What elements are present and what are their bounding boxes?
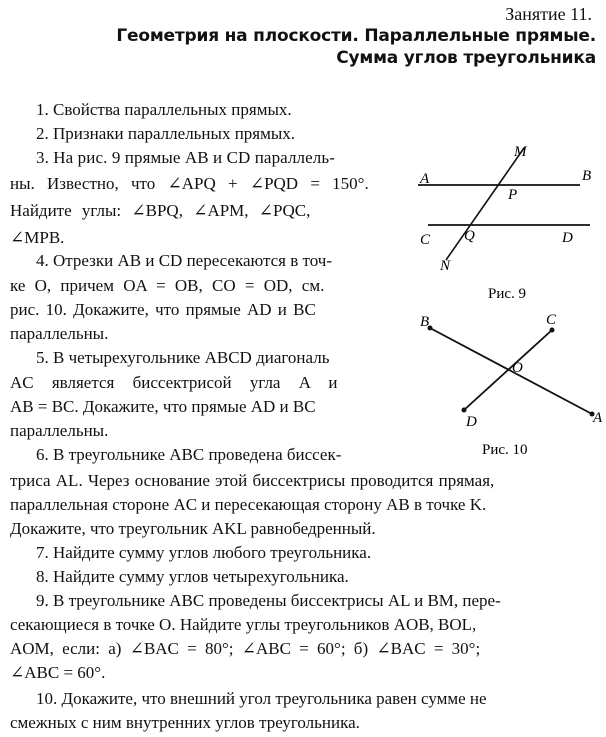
- item-7: 7. Найдите сумму углов любого треугольника.: [36, 543, 372, 562]
- title-line-1: Геометрия на плоскости. Параллельные прямые.: [116, 26, 596, 46]
- item-5-line-1: 5. В четырехугольнике ABCD диагональ: [36, 348, 330, 367]
- item-3-line-4: ∠MPB.: [10, 228, 65, 247]
- item-1: 1. Свойства параллельных прямых.: [36, 100, 292, 119]
- item-6-line-2: триса AL. Через основание этой биссектрисы проводится прямая,: [10, 471, 495, 490]
- label-d: D: [466, 414, 477, 430]
- item-4-line-2: ке O, причем OA = OB, CO = OD, см.: [10, 276, 325, 295]
- item-8: 8. Найдите сумму углов четырехугольника.: [36, 567, 349, 586]
- label-c: C: [420, 232, 431, 248]
- label-d: D: [562, 230, 573, 246]
- item-6-line-3: параллельная стороне AC и пересекающая сторону AB в точке K.: [10, 495, 487, 514]
- label-b: B: [420, 314, 430, 330]
- label-o: O: [512, 360, 523, 376]
- transversal-mn: [446, 148, 524, 260]
- item-9-line-3: AOM, если: а) ∠BAC = 80°; ∠ABC = 60°; б) ∠BAC = 30°;: [10, 639, 481, 658]
- item-9-line-2: секающиеся в точке O. Найдите углы треугольников AOB, BOL,: [10, 615, 477, 634]
- page-title: [116, 25, 596, 69]
- item-4-line-4: параллельны.: [10, 324, 109, 343]
- item-5-line-3: AB = BC. Докажите, что прямые AD и BC: [10, 397, 316, 416]
- label-a: A: [593, 410, 603, 426]
- caption-fig-10: Рис. 10: [482, 442, 528, 458]
- figure-9: [412, 138, 602, 298]
- item-3-line-1: 3. На рис. 9 прямые AB и CD параллель-: [36, 148, 335, 167]
- item-4-line-3: рис. 10. Докажите, что прямые AD и BC: [10, 300, 316, 319]
- segment-cd: [464, 330, 552, 410]
- label-c: C: [546, 312, 557, 328]
- label-m: M: [514, 144, 527, 160]
- caption-fig-9: Рис. 9: [488, 286, 527, 298]
- segment-ba: [430, 328, 592, 414]
- item-10-line-1: 10. Докажите, что внешний угол треугольника равен сумме не: [36, 689, 487, 708]
- item-10-line-2: смежных с ним внутренних углов треугольника.: [10, 713, 360, 732]
- title-line-2: Сумма углов треугольника: [336, 48, 596, 68]
- item-3-line-2: ны. Известно, что ∠APQ + ∠PQD = 150°.: [10, 174, 369, 193]
- label-n: N: [440, 258, 451, 274]
- point-d: [462, 408, 467, 413]
- item-6-line-4: Докажите, что треугольник AKL равнобедренный.: [10, 519, 376, 538]
- item-2: 2. Признаки параллельных прямых.: [36, 124, 296, 143]
- item-9-line-1: 9. В треугольнике ABC проведены биссектрисы AL и BM, пере-: [36, 591, 501, 610]
- item-9-line-4: ∠ABC = 60°.: [10, 663, 106, 682]
- label-a: A: [420, 171, 430, 187]
- lesson-number: Занятие 11.: [505, 4, 592, 24]
- item-5-line-2: AC является биссектрисой угла A и: [10, 373, 338, 392]
- label-b: B: [582, 168, 592, 184]
- label-p: P: [508, 187, 518, 203]
- item-6-line-1: 6. В треугольнике ABC проведена биссек-: [36, 445, 342, 464]
- item-4-line-1: 4. Отрезки AB и CD пересекаются в точ-: [36, 251, 333, 270]
- item-5-line-4: параллельны.: [10, 421, 109, 440]
- point-c: [550, 328, 555, 333]
- figure-10: [412, 306, 604, 458]
- item-3-line-3: Найдите углы: ∠BPQ, ∠APM, ∠PQC,: [10, 201, 311, 220]
- label-q: Q: [464, 228, 475, 244]
